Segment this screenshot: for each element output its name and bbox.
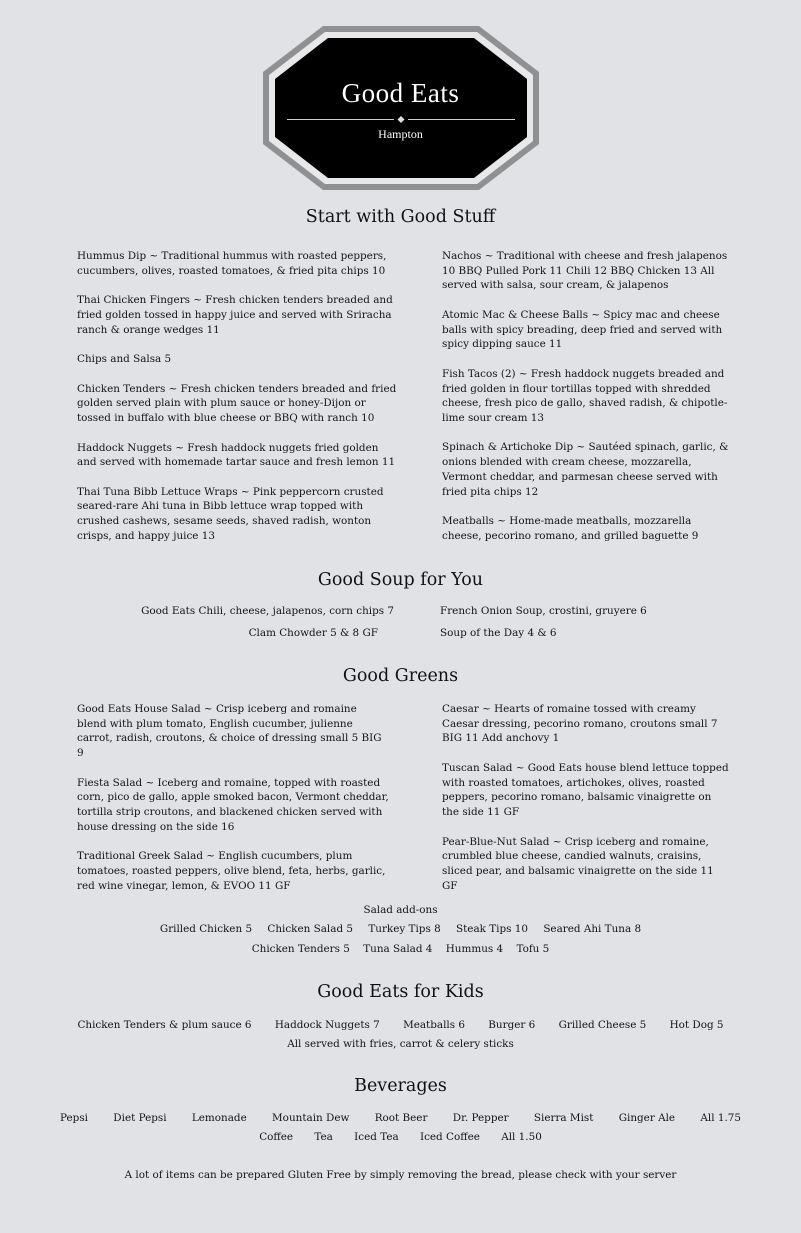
addon-item: Seared Ahi Tuna 8	[543, 923, 642, 935]
menu-item: Traditional Greek Salad ~ English cucumbers, plum tomatoes, roasted peppers, olive blend, feta, herbs, garlic, red wine vinegar, lemon, & EVOO 11 GF	[77, 850, 386, 892]
beverages-row-2	[0, 1131, 801, 1143]
section-title-soup: Good Soup for You	[317, 570, 484, 590]
section-title-beverages: Beverages	[354, 1076, 447, 1096]
menu-item: Fish Tacos (2) ~ Fresh haddock nuggets breaded and fried golden in flour tortillas topped with shredded cheese, fresh pico de gallo, shaved radish, & chipotle-lime sour cream 13	[442, 367, 728, 424]
beverage-item: Diet Pepsi	[113, 1112, 167, 1124]
menu-item: Chips and Salsa 5	[77, 353, 172, 366]
kids-item: Hot Dog 5	[669, 1019, 724, 1031]
starters-right-column	[442, 249, 734, 558]
beverage-item: Sierra Mist	[533, 1112, 594, 1124]
menu-item: Fiesta Salad ~ Iceberg and romaine, topped with roasted corn, pico de gallo, apple smoked bacon, Vermont cheddar, tortilla strip croutons, and blackened chicken served with house dressing on the side 16	[77, 776, 389, 833]
addon-item: Grilled Chicken 5	[159, 923, 253, 935]
menu-item: Hummus Dip ~ Traditional hummus with roasted peppers, cucumbers, olives, roasted tomatoes, & fried pita chips 10	[77, 250, 387, 277]
starters-left-column	[77, 249, 397, 558]
beverage-item: Tea	[314, 1131, 333, 1143]
beverage-price: All 1.75	[700, 1112, 741, 1124]
menu-item: Good Eats House Salad ~ Crisp iceberg and romaine blend with plum tomato, English cucumber, julienne carrot, radish, croutons, & choice of dressing small 5 BIG 9	[77, 703, 382, 760]
addon-item: Hummus 4	[445, 943, 504, 955]
addon-item: Steak Tips 10	[456, 923, 528, 935]
restaurant-name: Good Eats	[341, 78, 460, 108]
beverages-row-1	[0, 1112, 801, 1124]
menu-item: Chicken Tenders ~ Fresh chicken tenders breaded and fried golden served plain with plum sauce or honey-Dijon or tossed in buffalo with blue cheese or BBQ with ranch 10	[77, 382, 397, 425]
addon-item: Chicken Salad 5	[267, 923, 354, 935]
section-title-kids: Good Eats for Kids	[317, 982, 484, 1002]
addon-item: Tofu 5	[516, 943, 550, 955]
menu-item: Atomic Mac & Cheese Balls ~ Spicy mac and cheese balls with spicy breading, deep fried and served with spicy dipping sauce 11	[442, 308, 723, 351]
menu-item: Meatballs ~ Home-made meatballs, mozzarella cheese, pecorino romano, and grilled baguette 9	[442, 515, 699, 542]
beverage-item: Iced Tea	[354, 1131, 399, 1143]
soup-item: Good Eats Chili, cheese, jalapenos, corn chips 7	[141, 605, 394, 617]
gluten-free-note: A lot of items can be prepared Gluten Free by simply removing the bread, please check with your server	[124, 1169, 677, 1181]
menu-item: Thai Chicken Fingers ~ Fresh chicken tenders breaded and fried golden tossed in happy juice and served with Sriracha ranch & orange wedges 11	[77, 294, 393, 336]
menu-item: Spinach & Artichoke Dip ~ Sautéed spinach, garlic, & onions blended with cream cheese, mozzarella, Vermont cheddar, and parmesan cheese served with fried pita chips 12	[442, 441, 729, 498]
greens-left-column	[77, 702, 389, 908]
section-title-greens: Good Greens	[342, 666, 459, 686]
beverage-item: Coffee	[259, 1131, 294, 1143]
beverage-item: Dr. Pepper	[452, 1112, 509, 1124]
section-title-starters: Start with Good Stuff	[305, 207, 496, 227]
beverage-item: Mountain Dew	[272, 1112, 350, 1124]
beverage-item: Ginger Ale	[618, 1112, 676, 1124]
menu-item: Pear-Blue-Nut Salad ~ Crisp iceberg and romaine, crumbled blue cheese, candied walnuts, craisins, sliced pear, and balsamic vinaigrette on the side 11 GF	[442, 835, 714, 892]
menu-item: Thai Tuna Bibb Lettuce Wraps ~ Pink peppercorn crusted seared-rare Ahi tuna in Bibb lettuce wrap topped with crushed cashews, sesame seeds, shaved radish, wonton crisps, and happy juice 13	[77, 485, 384, 542]
kids-items-row	[0, 1019, 801, 1031]
kids-item: Chicken Tenders & plum sauce 6	[77, 1019, 252, 1031]
soup-item: Soup of the Day 4 & 6	[440, 627, 557, 639]
menu-item: Haddock Nuggets ~ Fresh haddock nuggets fried golden and served with homemade tartar sauce and fresh lemon 11	[77, 441, 396, 469]
addon-item: Turkey Tips 8	[368, 923, 441, 935]
menu-item: Nachos ~ Traditional with cheese and fresh jalapenos 10 BBQ Pulled Pork 11 Chili 12 BBQ Chicken 13 All served with salsa, sour cream, & jalapenos	[442, 250, 728, 292]
beverage-item: Iced Coffee	[419, 1131, 480, 1143]
beverage-item: Lemonade	[191, 1112, 247, 1124]
menu-item: Caesar ~ Hearts of romaine tossed with creamy Caesar dressing, pecorino romano, croutons small 7 BIG 11 Add anchovy 1	[442, 703, 718, 745]
greens-right-column	[442, 702, 730, 908]
kids-item: Meatballs 6	[403, 1019, 465, 1031]
soup-item: French Onion Soup, crostini, gruyere 6	[440, 605, 647, 617]
beverage-item: Root Beer	[374, 1112, 428, 1124]
salad-addons-row-1	[0, 923, 801, 935]
beverage-price: All 1.50	[501, 1131, 542, 1143]
addon-item: Tuna Salad 4	[363, 943, 433, 955]
kids-note: All served with fries, carrot & celery sticks	[287, 1038, 514, 1050]
soup-item: Clam Chowder 5 & 8 GF	[248, 627, 378, 639]
kids-item: Grilled Cheese 5	[558, 1019, 647, 1031]
menu-item: Tuscan Salad ~ Good Eats house blend lettuce topped with roasted tomatoes, artichokes, olives, roasted peppers, pecorino romano, balsamic vinaigrette on the side 11 GF	[442, 761, 729, 819]
restaurant-location: Hampton	[378, 127, 423, 141]
salad-addons-title: Salad add-ons	[363, 904, 438, 916]
kids-item: Burger 6	[488, 1019, 536, 1031]
addon-item: Chicken Tenders 5	[251, 943, 350, 955]
kids-item: Haddock Nuggets 7	[274, 1019, 380, 1031]
salad-addons-row-2	[0, 943, 801, 955]
beverage-item: Pepsi	[60, 1112, 88, 1124]
